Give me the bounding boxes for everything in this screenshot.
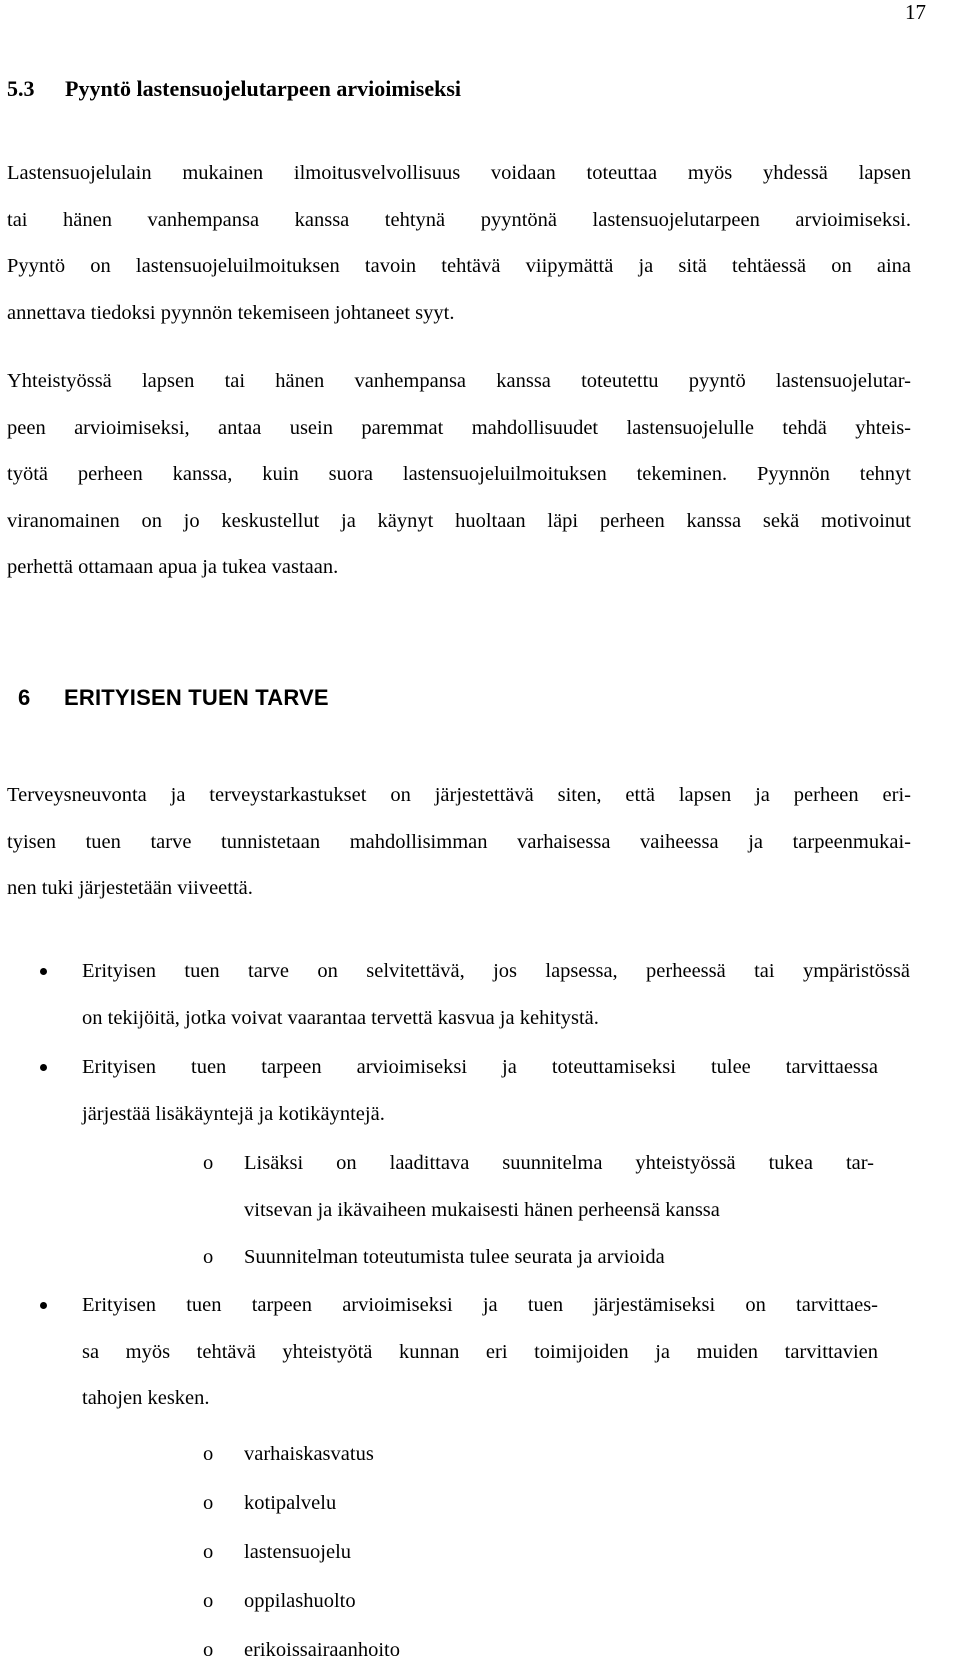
- section-title: ERITYISEN TUEN TARVE: [64, 685, 329, 710]
- sub-bullet-marker: o: [203, 1152, 214, 1174]
- sub-bullet-marker: o: [203, 1443, 214, 1465]
- text-line: sa myös tehtävä yhteistyötä kunnan eri toimijoiden ja muiden tarvittavien: [82, 1340, 878, 1363]
- sub-list-item: erikoissairaanhoito: [244, 1639, 400, 1661]
- paragraph-ilmoitusvelvollisuus: [7, 150, 911, 336]
- paragraph-terveysneuvonta: [7, 772, 911, 912]
- text-line: Yhteistyössä lapsen tai hänen vanhempansa kanssa toteutettu pyyntö lastensuojelutar-: [7, 370, 911, 392]
- text-line: nen tuki järjestetään viiveettä.: [7, 877, 253, 900]
- section-number: 5.3: [7, 76, 35, 101]
- text-line: tahojen kesken.: [82, 1387, 210, 1410]
- text-line: Terveysneuvonta ja terveystarkastukset on järjestettävä siten, että lapsen ja perheen eri-: [7, 784, 911, 806]
- sub-list-item: oppilashuolto: [244, 1590, 356, 1612]
- text-line: perhettä ottamaan apua ja tukea vastaan.: [7, 556, 339, 579]
- text-line: annettava tiedoksi pyynnön tekemiseen johtaneet syyt.: [7, 301, 455, 324]
- list-item: [82, 1282, 878, 1422]
- text-line: viranomainen on jo keskustellut ja käynyt huoltaan läpi perheen kanssa sekä motivoinut: [7, 509, 911, 532]
- text-line: Erityisen tuen tarpeen arvioimiseksi ja toteuttamiseksi tulee tarvittaessa: [82, 1056, 878, 1078]
- text-line: Erityisen tuen tarve on selvitettävä, jos lapsessa, perheessä tai ympäristössä: [82, 960, 910, 982]
- text-line: tai hänen vanhempansa kanssa tehtynä pyyntönä lastensuojelutarpeen arvioimiseksi.: [7, 208, 911, 231]
- sub-list-item: kotipalvelu: [244, 1492, 337, 1514]
- text-line: työtä perheen kanssa, kuin suora lastensuojeluilmoituksen tekeminen. Pyynnön tehnyt: [7, 463, 911, 486]
- text-line: Suunnitelman toteutumista tulee seurata ja arvioida: [244, 1246, 665, 1268]
- sub-list-item: [244, 1234, 665, 1281]
- sub-bullet-marker: o: [203, 1246, 214, 1268]
- bullet-dot: [40, 968, 47, 975]
- paragraph-yhteistyo: [7, 358, 911, 591]
- section-heading-6: [18, 685, 329, 711]
- text-line: Lisäksi on laadittava suunnitelma yhteistyössä tukea tar-: [244, 1152, 874, 1174]
- text-line: tyisen tuen tarve tunnistetaan mahdollisimman varhaisessa vaiheessa ja tarpeenmukai-: [7, 830, 911, 853]
- list-item: [82, 1044, 878, 1137]
- text-line: peen arvioimiseksi, antaa usein paremmat mahdollisuudet lastensuojelulle tehdä yhteis-: [7, 416, 911, 439]
- page-number: 17: [905, 0, 926, 24]
- text-line: Pyyntö on lastensuojeluilmoituksen tavoin tehtävä viipymättä ja sitä tehtäessä on aina: [7, 255, 911, 278]
- section-heading-5-3: [7, 76, 461, 102]
- bullet-dot: [40, 1064, 47, 1071]
- list-item: [82, 948, 910, 1041]
- text-line: järjestää lisäkäyntejä ja kotikäyntejä.: [82, 1102, 385, 1125]
- section-title: Pyyntö lastensuojelutarpeen arvioimiseksi: [65, 76, 461, 101]
- sub-bullet-marker: o: [203, 1541, 214, 1563]
- text-line: Lastensuojelulain mukainen ilmoitusvelvollisuus voidaan toteuttaa myös yhdessä lapsen: [7, 162, 911, 184]
- sub-bullet-marker: o: [203, 1590, 214, 1612]
- section-number: 6: [18, 685, 31, 710]
- sub-list-item: varhaiskasvatus: [244, 1443, 374, 1465]
- sub-bullet-marker: o: [203, 1639, 214, 1661]
- text-line: vitsevan ja ikävaiheen mukaisesti hänen perheensä kanssa: [244, 1198, 720, 1221]
- sub-list-item: [244, 1140, 874, 1233]
- bullet-dot: [40, 1302, 47, 1309]
- text-line: on tekijöitä, jotka voivat vaarantaa tervettä kasvua ja kehitystä.: [82, 1006, 599, 1029]
- sub-list-item: lastensuojelu: [244, 1541, 352, 1563]
- text-line: Erityisen tuen tarpeen arvioimiseksi ja tuen järjestämiseksi on tarvittaes-: [82, 1294, 878, 1316]
- sub-bullet-marker: o: [203, 1492, 214, 1514]
